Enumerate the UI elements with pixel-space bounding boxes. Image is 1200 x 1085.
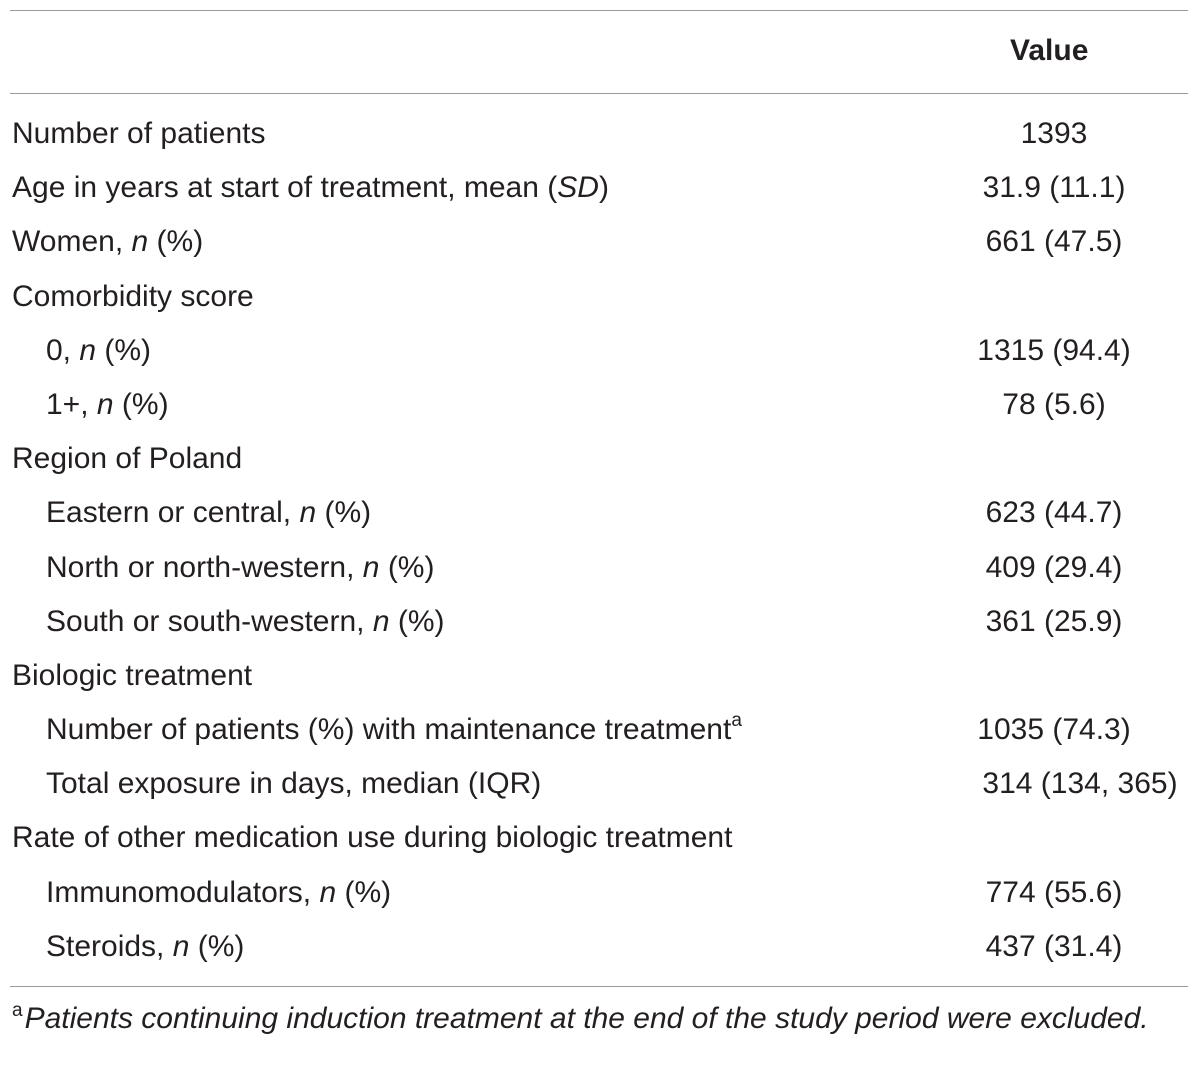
- row-value: 1035 (74.3): [977, 713, 1131, 747]
- table-section-row: [0, 432, 1200, 486]
- table-row: [0, 541, 1200, 595]
- value-column-header: Value: [1010, 34, 1089, 67]
- row-label: Number of patients: [12, 117, 266, 150]
- table-row: [0, 324, 1200, 378]
- row-value: 31.9 (11.1): [982, 171, 1126, 205]
- table-row: [0, 378, 1200, 432]
- footnote-marker: a: [12, 1000, 23, 1021]
- table-row: [0, 107, 1200, 161]
- table-row: [0, 595, 1200, 649]
- table-top-rule: [10, 10, 1188, 11]
- row-label: Total exposure in days, median (IQR): [46, 767, 542, 801]
- row-label: 0, n (%): [46, 333, 152, 367]
- section-label: Region of Poland: [12, 442, 243, 476]
- table-section-row: [0, 649, 1200, 703]
- table-section-row: [0, 270, 1200, 324]
- row-label: Steroids, n (%): [46, 929, 245, 963]
- row-label: North or north-western, n (%): [46, 550, 435, 584]
- section-label: Rate of other medication use during biologic treatment: [12, 821, 733, 855]
- section-label: Comorbidity score: [12, 279, 254, 313]
- table-row: [0, 486, 1200, 540]
- row-label: Women, n (%): [12, 225, 204, 259]
- table-row: [0, 757, 1200, 811]
- table-section-row: [0, 811, 1200, 865]
- row-value: 661 (47.5): [985, 225, 1123, 259]
- table-row: [0, 866, 1200, 920]
- table-row: [0, 215, 1200, 269]
- table-row: [0, 161, 1200, 215]
- row-value: 1393: [1020, 117, 1088, 150]
- row-label: Immunomodulators, n (%): [46, 875, 392, 909]
- footnote-marker: a: [731, 710, 742, 732]
- row-value: 361 (25.9): [985, 604, 1123, 638]
- section-label: Biologic treatment: [12, 658, 253, 692]
- row-value: 314 (134, 365): [982, 767, 1178, 801]
- table-footnote: [12, 998, 1188, 1040]
- table-row: [0, 703, 1200, 757]
- row-label: Age in years at start of treatment, mean (SD): [12, 171, 609, 205]
- row-label: Eastern or central, n (%): [46, 496, 372, 530]
- footnote-text: Patients continuing induction treatment at the end of the study period were excluded.: [24, 1002, 1149, 1035]
- row-value: 409 (29.4): [985, 550, 1123, 584]
- table-bottom-rule: [10, 986, 1188, 987]
- row-value: 774 (55.6): [985, 875, 1123, 909]
- row-value: 623 (44.7): [985, 496, 1123, 530]
- row-value: 1315 (94.4): [977, 333, 1131, 367]
- table-body: [0, 107, 1200, 974]
- table-header-rule: [10, 93, 1188, 94]
- row-label: Number of patients (%) with maintenance treatment$^a$: [46, 710, 742, 747]
- row-value: 437 (31.4): [985, 929, 1123, 963]
- row-label: 1+, n (%): [46, 387, 169, 421]
- row-value: 78 (5.6): [1002, 387, 1106, 421]
- row-label: South or south-western, n (%): [46, 604, 445, 638]
- table-row: [0, 920, 1200, 974]
